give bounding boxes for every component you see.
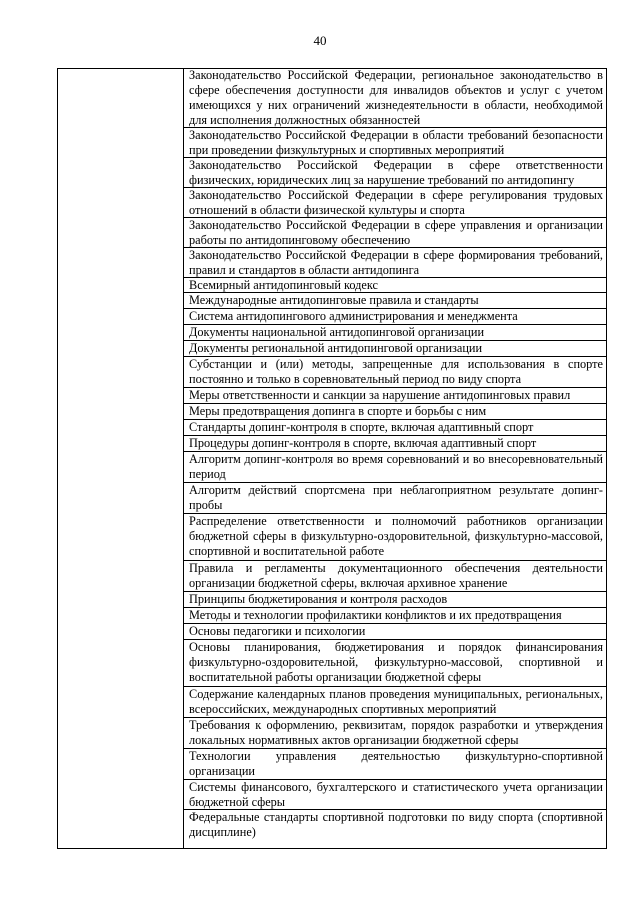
table-row: Федеральные стандарты спортивной подготовки по виду спорта (спортивной дисциплине) <box>189 810 603 839</box>
table-row: Законодательство Российской Федерации в области требований безопасности при проведении физкультурных и спортивных мероприятий <box>184 128 607 158</box>
table-row: Субстанции и (или) методы, запрещенные для использования в спорте постоянно и только в соревновательный период по виду спорта <box>184 357 607 388</box>
table-row: Документы национальной антидопинговой организации <box>184 325 607 341</box>
page-number: 40 <box>313 33 327 48</box>
table-row: Основы планирования, бюджетирования и порядок финансирования физкультурно-оздоровительной, физкультурно-массовой, спортивной и воспитательной работы организации бюджетной сферы <box>184 640 607 687</box>
table-row: Правила и регламенты документационного обеспечения деятельности организации бюджетной сферы, включая архивное хранение <box>184 561 607 592</box>
table-row: Принципы бюджетирования и контроля расходов <box>184 592 607 608</box>
table-row: Законодательство Российской Федерации в сфере ответственности физических, юридических лиц за нарушение требований по антидопингу <box>184 158 607 188</box>
table-row: Методы и технологии профилактики конфликтов и их предотвращения <box>184 608 607 624</box>
table-row: Меры ответственности и санкции за нарушение антидопинговых правил <box>184 388 607 404</box>
table-row: Алгоритм действий спортсмена при неблагоприятном результате допинг-пробы <box>184 483 607 514</box>
table-row: Алгоритм допинг-контроля во время соревнований и во внесоревновательный период <box>184 452 607 483</box>
table-row: Меры предотвращения допинга в спорте и борьбы с ним <box>184 404 607 420</box>
table-row: Содержание календарных планов проведения муниципальных, региональных, всероссийских, международных спортивных мероприятий <box>184 687 607 718</box>
table-row: Процедуры допинг-контроля в спорте, включая адаптивный спорт <box>184 436 607 452</box>
table-row: Основы педагогики и психологии <box>184 624 607 640</box>
table-row: Всемирный антидопинговый кодекс <box>184 278 607 293</box>
table-row: Международные антидопинговые правила и стандарты <box>184 293 607 309</box>
table-row: Технологии управления деятельностью физкультурно-спортивной организации <box>184 749 607 780</box>
table-left-column <box>57 68 184 849</box>
table-row: Законодательство Российской Федерации в сфере управления и организации работы по антидопинговому обеспечению <box>184 218 607 248</box>
table-row: Распределение ответственности и полномочий работников организации бюджетной сферы в физкультурно-оздоровительной, физкультурно-массовой, спортивной и воспитательной работе <box>184 514 607 561</box>
table-row: Стандарты допинг-контроля в спорте, включая адаптивный спорт <box>184 420 607 436</box>
table-row: Системы финансового, бухгалтерского и статистического учета организации бюджетной сферы <box>184 780 607 810</box>
table-row: Законодательство Российской Федерации в сфере формирования требований, правил и стандартов в области антидопинга <box>184 248 607 278</box>
table-row: Документы региональной антидопинговой организации <box>184 341 607 357</box>
table-rows <box>184 68 607 842</box>
table-row: Законодательство Российской Федерации в сфере регулирования трудовых отношений в области физической культуры и спорта <box>184 188 607 218</box>
table-row: Требования к оформлению, реквизитам, порядок разработки и утверждения локальных нормативных актов организации бюджетной сферы <box>184 718 607 749</box>
table-row: Законодательство Российской Федерации, региональное законодательство в сфере обеспечения доступности для инвалидов объектов и услуг с учетом имеющихся у них ограничений жизнедеятельности в области, необходимой для исполнения должностных обязанностей <box>184 68 607 128</box>
table-row: Система антидопингового администрирования и менеджмента <box>184 309 607 325</box>
